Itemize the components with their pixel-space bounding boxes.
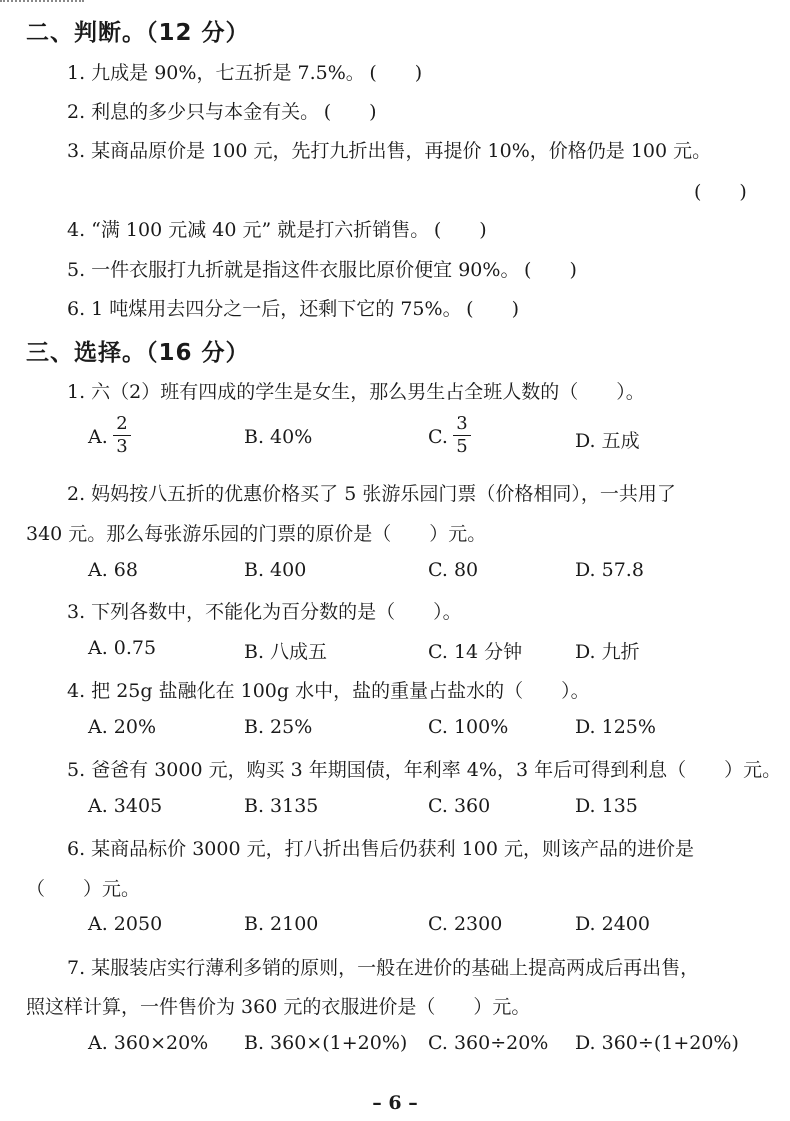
fraction-numerator: 3 [456, 413, 468, 434]
q7-option-d[interactable]: D. 360÷(1+20%) [575, 1032, 739, 1054]
q3-option-b[interactable]: B. 八成五 [244, 641, 328, 663]
q3-option-c[interactable]: C. 14 分钟 [428, 641, 523, 663]
section-heading-choice: 三、选择。（16 分） [26, 340, 250, 366]
top-dotted-rule [0, 0, 84, 5]
judgment-item-6: 6. 1 吨煤用去四分之一后，还剩下它的 75%。 ( ) [67, 294, 524, 321]
judgment-item-1: 1. 九成是 90%，七五折是 7.5%。 ( ) [67, 58, 427, 85]
q5-option-a[interactable]: A. 3405 [88, 795, 163, 817]
choice-q3-stem: 3. 下列各数中，不能化为百分数的是（ ）。 [67, 601, 462, 623]
judgment-item-3: 3. 某商品原价是 100 元，先打九折出售，再提价 10%，价格仍是 100 元。 [67, 140, 712, 162]
answer-blank[interactable]: ( ) [524, 259, 577, 281]
choice-q6-stem-line1: 6. 某商品标价 3000 元，打八折出售后仍获利 100 元，则该产品的进价是 [67, 838, 694, 860]
q2-option-a[interactable]: A. 68 [88, 559, 138, 581]
choice-q2-stem-line2: 340 元。那么每张游乐园的门票的原价是（ ）元。 [26, 523, 487, 545]
answer-blank[interactable]: ( ) [323, 101, 377, 123]
choice-q7-stem-line2: 照这样计算，一件售价为 360 元的衣服进价是（ ）元。 [26, 996, 531, 1018]
q3-option-d[interactable]: D. 九折 [575, 641, 640, 663]
q1-option-d[interactable]: D. 五成 [575, 430, 640, 452]
answer-blank[interactable]: ( ) [466, 298, 519, 320]
q2-option-c[interactable]: C. 80 [428, 559, 479, 581]
choice-q4-stem: 4. 把 25g 盐融化在 100g 水中，盐的重量占盐水的（ ）。 [67, 680, 590, 702]
q1-option-a-label[interactable]: A. [88, 426, 108, 448]
q1-option-c-fraction [453, 414, 471, 457]
choice-q6-stem-line2: （ ）元。 [26, 878, 141, 900]
choice-q5-stem: 5. 爸爸有 3000 元，购买 3 年期国债，年利率 4%，3 年后可得到利息（ ）元。 [67, 759, 782, 781]
q6-option-c[interactable]: C. 2300 [428, 913, 503, 935]
fraction-numerator: 2 [116, 413, 128, 434]
q3-option-a[interactable]: A. 0.75 [88, 637, 157, 659]
judgment-item-4: 4. “满 100 元减 40 元” 就是打六折销售。 ( ) [67, 215, 491, 242]
q5-option-b[interactable]: B. 3135 [244, 795, 319, 817]
answer-blank[interactable]: ( ) [433, 219, 487, 241]
q6-option-b[interactable]: B. 2100 [244, 913, 319, 935]
q4-option-b[interactable]: B. 25% [244, 716, 313, 738]
q2-option-d[interactable]: D. 57.8 [575, 559, 644, 581]
q2-option-b[interactable]: B. 400 [244, 559, 307, 581]
judgment-item-2: 2. 利息的多少只与本金有关。 ( ) [67, 97, 381, 124]
q4-option-c[interactable]: C. 100% [428, 716, 509, 738]
q1-option-a-fraction [113, 414, 131, 457]
section-heading-judgment: 二、判断。（12 分） [26, 20, 250, 46]
q7-option-a[interactable]: A. 360×20% [88, 1032, 209, 1054]
q1-option-b[interactable]: B. 40% [244, 426, 313, 448]
q6-option-d[interactable]: D. 2400 [575, 913, 650, 935]
judgment-item-5: 5. 一件衣服打九折就是指这件衣服比原价便宜 90%。 ( ) [67, 255, 581, 282]
q5-option-c[interactable]: C. 360 [428, 795, 491, 817]
q7-option-c[interactable]: C. 360÷20% [428, 1032, 549, 1054]
fraction-denominator: 3 [116, 436, 128, 457]
q5-option-d[interactable]: D. 135 [575, 795, 638, 817]
answer-blank[interactable]: ( ) [369, 62, 423, 84]
q1-option-c-label[interactable]: C. [428, 426, 448, 448]
q6-option-a[interactable]: A. 2050 [88, 913, 163, 935]
choice-q7-stem-line1: 7. 某服装店实行薄利多销的原则，一般在进价的基础上提高两成后再出售， [67, 957, 700, 979]
page-number: – 6 – [372, 1092, 418, 1114]
q4-option-a[interactable]: A. 20% [88, 716, 157, 738]
q7-option-b[interactable]: B. 360×(1+20%) [244, 1032, 408, 1054]
choice-q2-stem-line1: 2. 妈妈按八五折的优惠价格买了 5 张游乐园门票（价格相同），一共用了 [67, 483, 676, 505]
choice-q1-stem: 1. 六（2）班有四成的学生是女生，那么男生占全班人数的（ ）。 [67, 381, 645, 403]
q4-option-d[interactable]: D. 125% [575, 716, 656, 738]
fraction-denominator: 5 [456, 436, 468, 457]
answer-blank[interactable]: ( ) [694, 181, 747, 203]
